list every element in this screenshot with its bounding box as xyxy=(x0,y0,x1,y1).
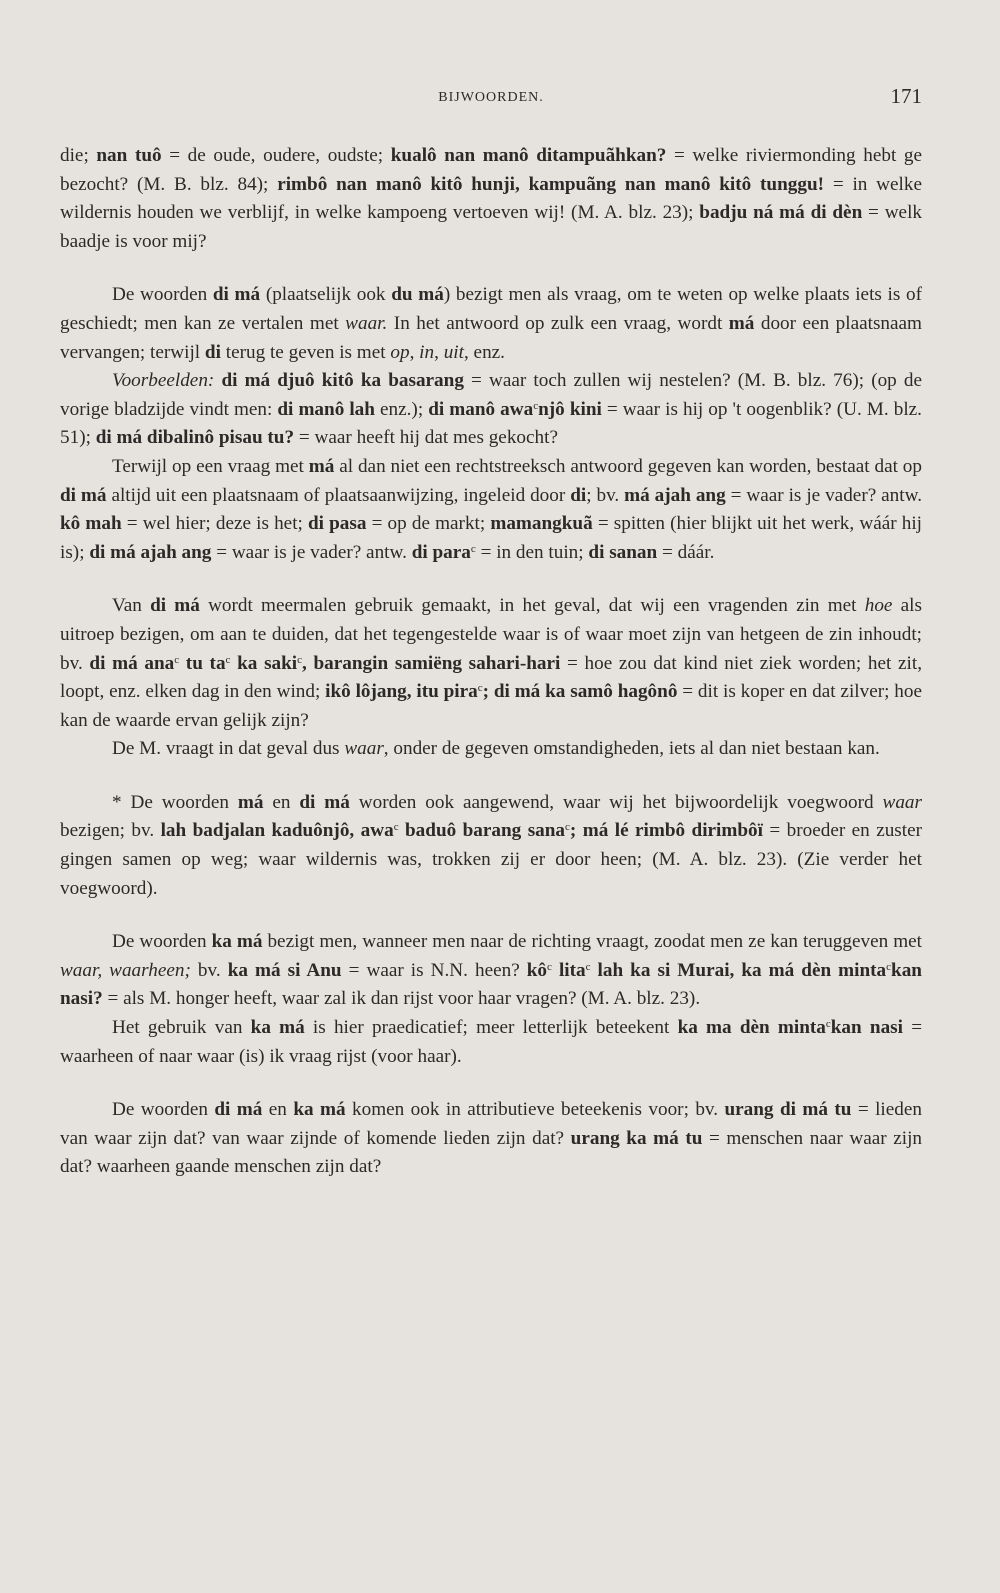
text-span: al dan niet een rechtstreeksch antwoord gegeven kan worden, bestaat dat op xyxy=(334,455,922,477)
malay-term: nan tuô xyxy=(96,145,162,166)
malay-term: lah ka si Murai, ka má dèn minta xyxy=(590,959,887,981)
paragraph-9 xyxy=(60,1014,922,1071)
paragraph-8 xyxy=(60,928,922,1014)
text-span: = broeder en zuster gingen samen op weg; waar wildernis was, trokken zij er door heen; (M. A. blz. 23). (Zie verder het voegwoord). xyxy=(60,820,923,899)
malay-term: mamangkuã xyxy=(490,513,593,535)
text-span: (plaatselijk ook xyxy=(260,284,392,306)
text-span: = menschen naar waar zijn dat? waarheen gaande menschen zijn dat? xyxy=(60,1127,922,1178)
superscript-mark: c xyxy=(547,960,552,973)
text-span: = dáár. xyxy=(657,541,715,563)
page-header xyxy=(60,84,922,118)
malay-term: ka ma dèn minta xyxy=(677,1017,826,1039)
paragraph-4 xyxy=(60,453,922,567)
text-span: = als M. honger heeft, waar zal ik dan rijst voor haar vragen? (M. A. blz. 23). xyxy=(102,988,701,1010)
page-number: 171 xyxy=(890,84,922,108)
text-span: = waar toch zullen wij nestelen? (M. B. blz. 76); (op de vorige bladzijde vindt men: xyxy=(60,370,923,420)
text-span: bezigt men, wanneer men naar de richting vraagt, zoodat men ze kan teruggeven met xyxy=(262,931,922,953)
text-span: = wel hier; deze is het; xyxy=(121,513,308,535)
emphasis-text: waar, waarheen; xyxy=(60,959,191,981)
superscript-mark: c xyxy=(825,1018,831,1031)
malay-term: di xyxy=(204,341,221,363)
text-span: = welke riviermonding hebt ge bezocht? (M. B. blz. 84); xyxy=(60,145,922,195)
text-span: = op de markt; xyxy=(366,513,491,535)
malay-term: ka má xyxy=(250,1017,305,1039)
superscript-mark: c xyxy=(470,542,476,555)
text-span: = waar is je vader? antw. xyxy=(211,541,412,563)
text-span: als uitroep bezigen, om aan te duiden, dat het tegengestelde waar is of waar moet zijn van hetgeen de zin inhoudt; bv. xyxy=(60,595,922,674)
text-span: = waarheen of naar waar (is) ik vraag rijst (voor haar). xyxy=(60,1017,923,1067)
malay-term: ; di má ka samô hagônô xyxy=(482,681,678,703)
malay-term: ka saki xyxy=(230,652,298,674)
malay-term: má xyxy=(728,312,755,334)
emphasis-text: Voorbeelden: xyxy=(112,370,215,392)
text-span: en xyxy=(262,1099,294,1121)
malay-term: kualô nan manô ditampuãhkan? xyxy=(390,145,667,166)
emphasis-text: op xyxy=(390,341,410,363)
malay-term: ka má xyxy=(293,1099,346,1121)
superscript-mark: c xyxy=(533,399,539,412)
text-span: = in den tuin; xyxy=(475,541,589,563)
text-span: , onder de gegeven omstandigheden, iets al dan niet bestaan kan. xyxy=(383,738,880,760)
emphasis-text: hoe xyxy=(864,595,893,617)
emphasis-text: uit xyxy=(443,341,464,363)
paragraph-10 xyxy=(60,1096,922,1182)
superscript-mark: c xyxy=(297,653,303,666)
malay-term: má xyxy=(237,791,264,813)
malay-term: ; má lé rimbô dirimbôï xyxy=(569,820,763,842)
text-span: en xyxy=(263,791,300,813)
malay-term: di má xyxy=(150,595,200,617)
malay-term: du má xyxy=(391,284,444,306)
superscript-mark: c xyxy=(886,960,892,973)
paragraph-5 xyxy=(60,592,922,735)
text-span: = in welke wildernis houden we verblijf, in welke kampoeng vertoeven wij! (M. A. blz. 23); xyxy=(60,173,922,224)
body-text xyxy=(60,142,922,1182)
superscript-mark: c xyxy=(393,821,399,834)
malay-term: di má ana xyxy=(89,652,175,674)
malay-term: lah badjalan kaduônjô, awa xyxy=(160,820,394,842)
text-span: ; bv. xyxy=(586,484,625,506)
text-span: , enz. xyxy=(463,341,505,363)
malay-term: má xyxy=(308,455,335,477)
text-span: = waar heeft hij dat mes gekocht? xyxy=(294,427,558,449)
malay-term: di xyxy=(570,484,587,506)
malay-term: di má xyxy=(299,791,350,813)
malay-term: di má ajah ang xyxy=(89,541,212,563)
malay-term: di má djuô kitô ka basarang xyxy=(221,370,464,392)
text-span: die; xyxy=(60,145,97,166)
malay-term: tu ta xyxy=(179,652,226,674)
text-span: * De woorden xyxy=(112,791,238,813)
text-span: De M. vraagt in dat geval dus xyxy=(112,738,345,760)
malay-term: , barangin samiëng sahari-hari xyxy=(302,652,561,674)
superscript-mark: c xyxy=(174,653,180,666)
malay-term: kan nasi? xyxy=(60,959,922,1010)
text-span: De woorden xyxy=(112,284,213,306)
text-span: enz.); xyxy=(374,398,429,420)
paragraph-3 xyxy=(60,367,922,453)
malay-term: ka má xyxy=(211,931,263,953)
malay-term: di pasa xyxy=(308,513,367,535)
malay-term: lita xyxy=(551,959,586,981)
text-span: = spitten (hier blijkt uit het werk, wáár hij is); xyxy=(60,513,923,563)
text-span: = dit is koper en dat zilver; hoe kan de waarde ervan gelijk zijn? xyxy=(60,681,922,731)
malay-term: baduô barang sana xyxy=(398,820,566,842)
text-span: door een plaatsnaam vervangen; terwijl xyxy=(60,312,922,363)
superscript-mark: c xyxy=(225,653,231,666)
emphasis-text: waar xyxy=(344,738,384,760)
text-span: bezigen; bv. xyxy=(60,820,161,842)
malay-term: di má dibalinô pisau tu? xyxy=(95,427,295,449)
malay-term: má ajah ang xyxy=(624,484,726,506)
paragraph-7 xyxy=(60,789,922,903)
text-span: = waar is je vader? antw. xyxy=(725,484,922,506)
malay-term: njô kini xyxy=(538,398,602,420)
malay-term: di sanan xyxy=(588,541,658,563)
emphasis-text: in xyxy=(419,341,435,363)
malay-term: rimbô nan manô kitô hunji, kampuãng nan manô kitô tunggu! xyxy=(277,173,825,195)
text-span: is hier praedicatief; meer letterlijk beteekent xyxy=(304,1017,678,1039)
malay-term: badju ná má di dèn xyxy=(699,202,863,224)
superscript-mark: c xyxy=(585,960,591,973)
text-span: = hoe zou dat kind niet ziek worden; het zit, loopt, enz. elken dag in den wind; xyxy=(60,652,922,703)
superscript-mark: c xyxy=(477,682,483,695)
malay-term: kô mah xyxy=(60,513,122,535)
emphasis-text: waar. xyxy=(345,312,388,334)
malay-term: kô xyxy=(526,959,548,981)
paragraph-1 xyxy=(60,142,922,256)
paragraph-2 xyxy=(60,281,922,367)
malay-term: di má xyxy=(212,284,261,306)
text-span: = waar is hij op 't oogenblik? (U. M. blz. 51); xyxy=(60,398,922,449)
text-span: Van xyxy=(112,595,151,617)
malay-term: urang ka má tu xyxy=(570,1127,703,1149)
malay-term: kan nasi xyxy=(830,1017,903,1039)
malay-term: ikô lôjang, itu pira xyxy=(325,681,478,703)
text-span: wordt meermalen gebruik gemaakt, in het geval, dat wij een vragenden zin met xyxy=(199,595,865,617)
text-span: = welk baadje is voor mij? xyxy=(60,202,922,252)
text-span: = lieden van waar zijn dat? van waar zijnde of komende lieden zijn dat? xyxy=(60,1099,922,1149)
malay-term: di má xyxy=(214,1099,263,1121)
running-head: BIJWOORDEN. xyxy=(438,90,544,105)
emphasis-text: waar xyxy=(882,791,922,813)
text-span: , xyxy=(434,341,444,363)
superscript-mark: c xyxy=(565,821,570,834)
text-span: altijd uit een plaatsnaam of plaatsaanwijzing, ingeleid door xyxy=(106,484,571,506)
text-span: bv. xyxy=(190,959,228,981)
malay-term: di para xyxy=(411,541,471,563)
text-span: , xyxy=(409,341,420,363)
text-span: Het gebruik van xyxy=(112,1017,251,1039)
text-span: In het antwoord op zulk een vraag, wordt xyxy=(387,312,729,334)
text-span: ) bezigt men als vraag, om te weten op welke plaats iets is of geschiedt; men kan ze vertalen met xyxy=(60,284,923,334)
malay-term: di má xyxy=(60,484,107,506)
malay-term: di manô awa xyxy=(428,398,534,420)
text-span: komen ook in attributieve beteekenis voor; bv. xyxy=(345,1099,725,1121)
text-span: De woorden xyxy=(112,1099,215,1121)
paragraph-6 xyxy=(60,735,922,764)
text-span: Terwijl op een vraag met xyxy=(112,455,309,477)
text-span: = de oude, oudere, oudste; xyxy=(161,145,391,166)
text-span: De woorden xyxy=(112,931,212,953)
malay-term: di manô lah xyxy=(277,398,375,420)
text-span: terug te geven is met xyxy=(220,341,391,363)
malay-term: ka má si Anu xyxy=(227,959,342,981)
text-span: = waar is N.N. heen? xyxy=(341,959,527,981)
malay-term: urang di má tu xyxy=(724,1099,852,1121)
text-span: worden ook aangewend, waar wij het bijwoordelijk voegwoord xyxy=(349,791,883,813)
